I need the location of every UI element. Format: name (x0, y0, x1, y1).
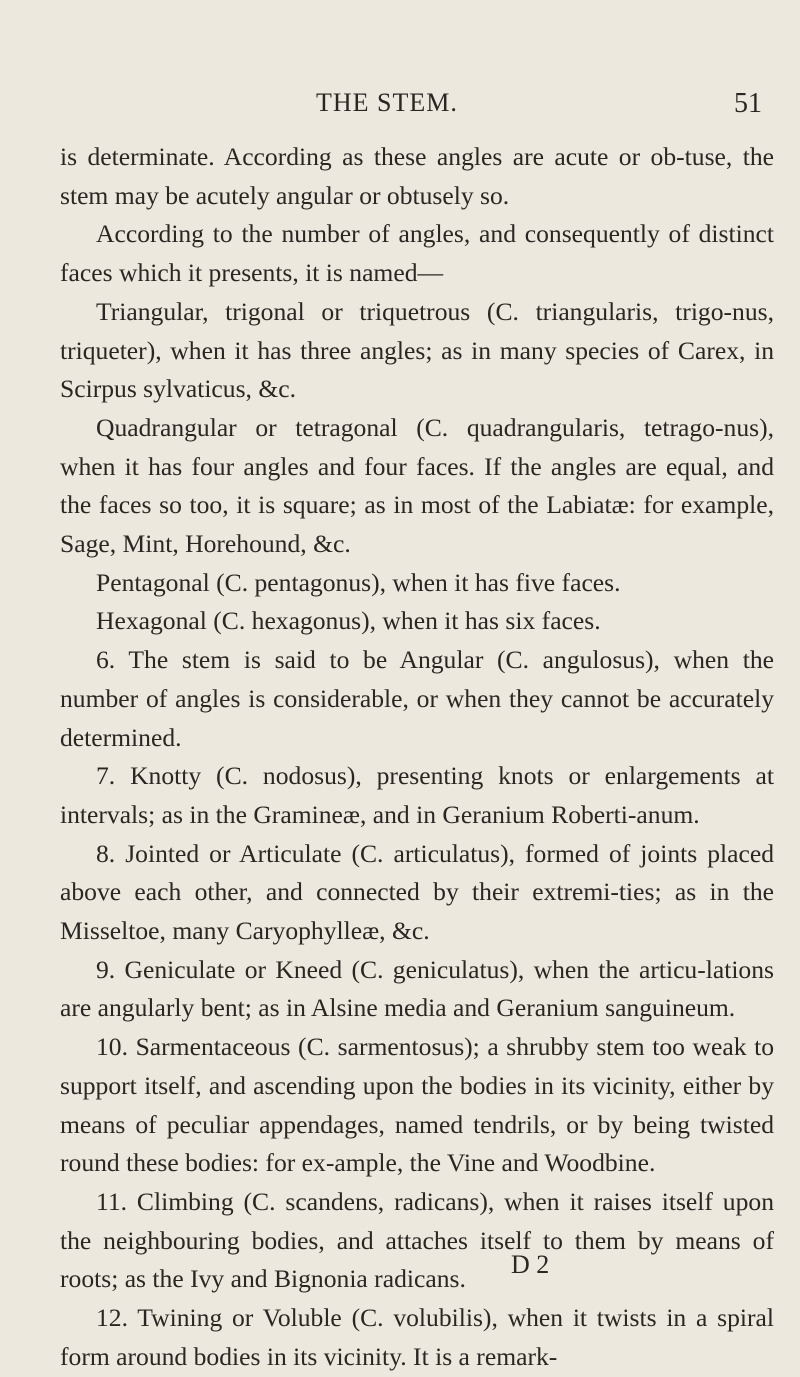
paragraph: Hexagonal (C. hexagonus), when it has six faces. (96, 606, 601, 636)
paragraph: is determinate. According as these angles are acute or ob-tuse, the stem may be acutely angular or obtusely so. (60, 142, 774, 210)
page-header (0, 88, 800, 128)
page-number: 51 (734, 88, 762, 119)
paragraph: 12. Twining or Voluble (C. volubilis), when it twists in a spiral form around bodies in its vicinity. It is a remark- (60, 1303, 774, 1371)
paragraph: 9. Geniculate or Kneed (C. geniculatus), when the articu-lations are angularly bent; as in Alsine media and Geranium sanguineum. (60, 954, 774, 1023)
signature-mark: D 2 (511, 1250, 550, 1279)
body-text (60, 138, 774, 1377)
paragraph: Triangular, trigonal or triquetrous (C. triangularis, trigo-nus, triqueter), when it has three angles; as in many species of Carex, in Scirpus sylvaticus, &c. (60, 296, 774, 404)
paragraph: Quadrangular or tetragonal (C. quadrangularis, tetrago-nus), when it has four angles and four faces. If the angles are equal, and the faces so too, it is square; as in most of the Labiatæ: for example, Sage, Mint, Horehound, &c. (60, 412, 774, 559)
running-title: THE STEM. (316, 88, 458, 117)
paragraph: 8. Jointed or Articulate (C. articulatus), formed of joints placed above each other, and connected by their extremi-ties; as in the Misseltoe, many Caryophylleæ, &c. (60, 838, 774, 946)
paragraph: 6. The stem is said to be Angular (C. angulosus), when the number of angles is considerable, or when they cannot be accurately determined. (60, 645, 774, 752)
paragraph: According to the number of angles, and consequently of distinct faces which it presents, it is named— (60, 219, 774, 288)
paragraph: 10. Sarmentaceous (C. sarmentosus); a shrubby stem too weak to support itself, and ascending upon the bodies in its vicinity, either by means of peculiar appendages, named tendrils, or by being twisted round these bodies: for ex-ample, the Vine and Woodbine. (60, 1032, 774, 1178)
paragraph: 7. Knotty (C. nodosus), presenting knots or enlargements at intervals; as in the Gramineæ, and in Geranium Roberti-anum. (60, 761, 774, 829)
paragraph: 11. Climbing (C. scandens, radicans), when it raises itself upon the neighbouring bodies, and attaches itself to them by means of roots; as the Ivy and Bignonia radicans. (60, 1186, 774, 1294)
paragraph: Pentagonal (C. pentagonus), when it has five faces. (96, 567, 621, 597)
